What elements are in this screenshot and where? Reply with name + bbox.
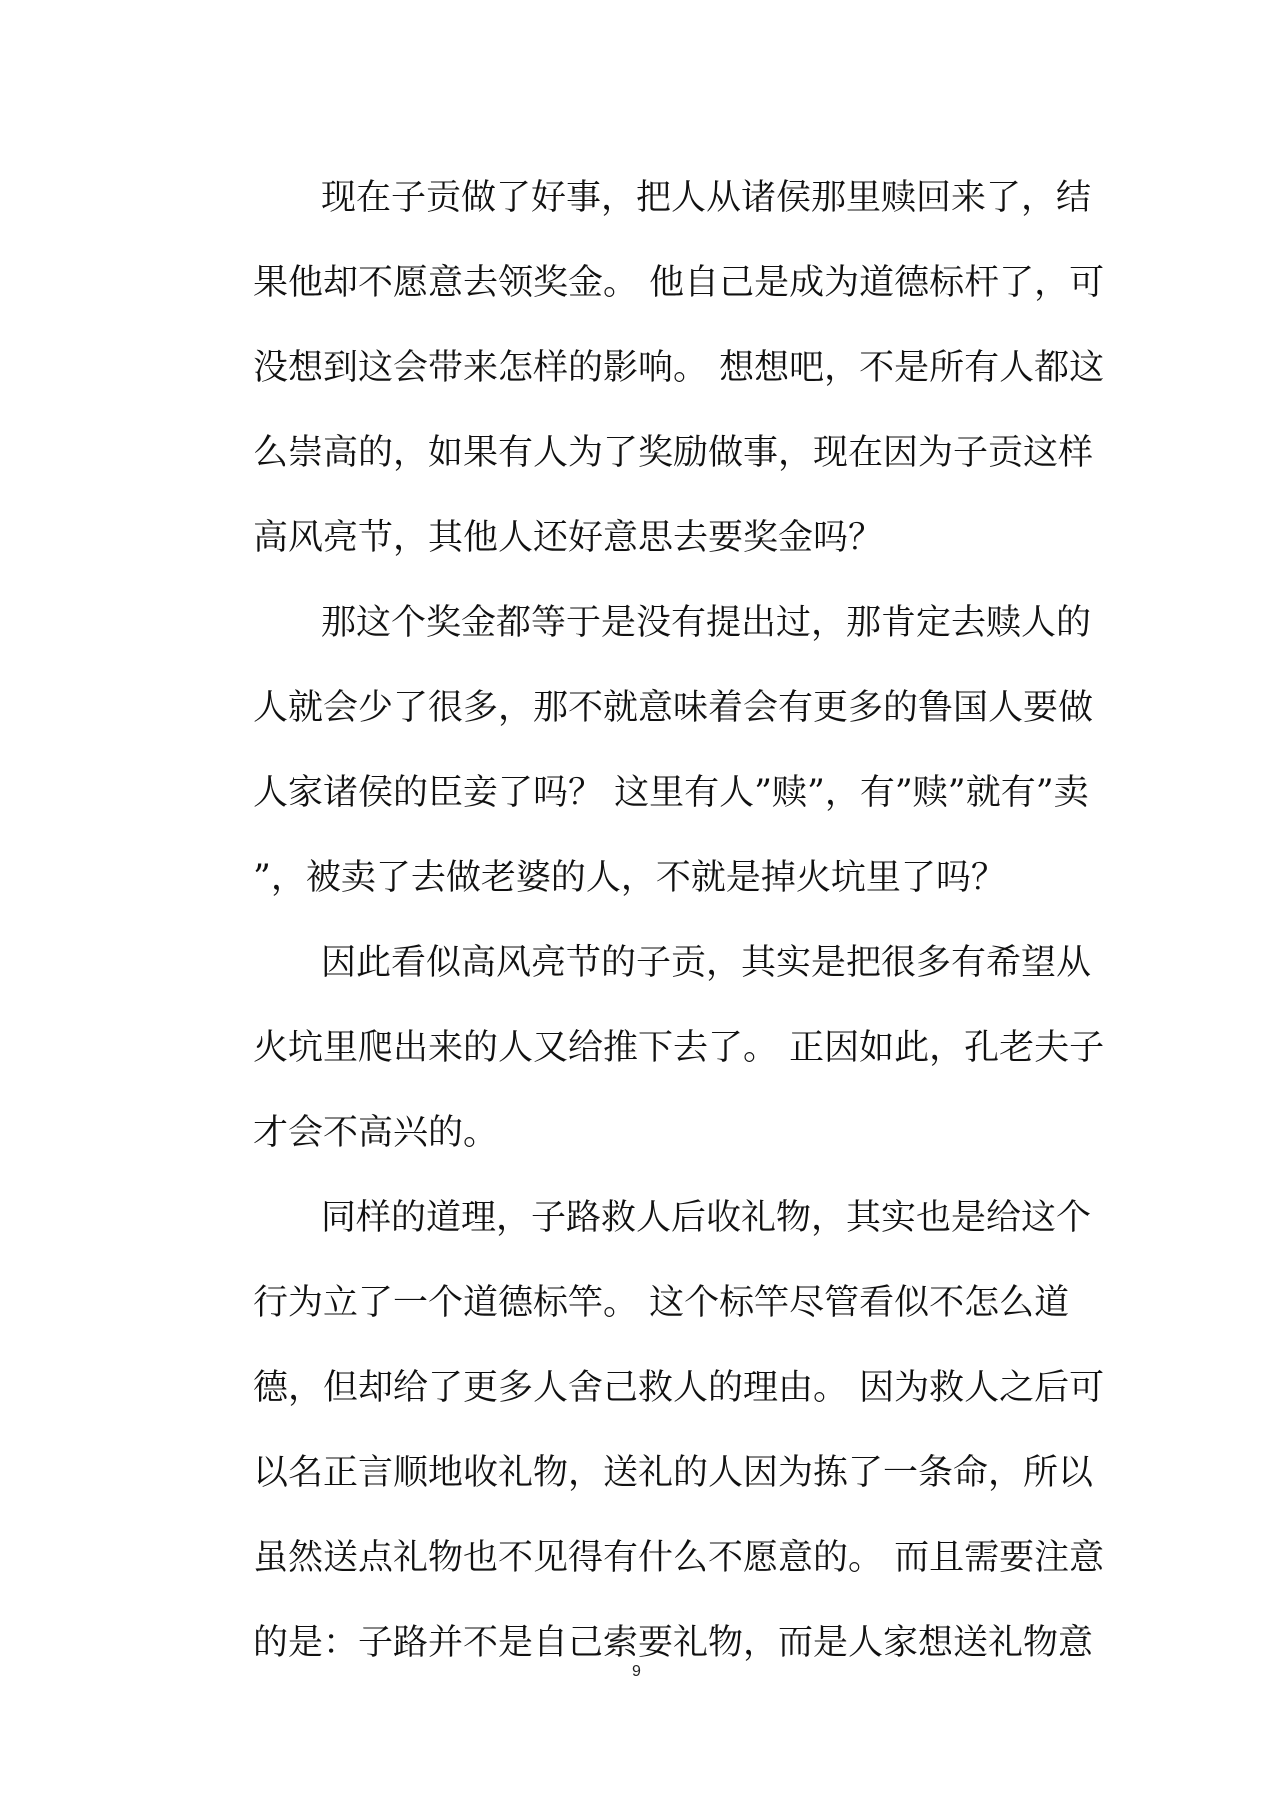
text-line: 以名正言顺地收礼物，送礼的人因为拣了一条命，所以 bbox=[253, 1453, 1094, 1493]
text-line: 行为立了一个道德标竿。 这个标竿尽管看似不怎么道 bbox=[253, 1283, 1070, 1323]
text-line: 同样的道理，子路救人后收礼物，其实也是给这个 bbox=[321, 1198, 1092, 1238]
text-line: ”，被卖了去做老婆的人，不就是掉火坑里了吗？ bbox=[253, 858, 1006, 898]
text-line: 的是：子路并不是自己索要礼物，而是人家想送礼物意 bbox=[253, 1623, 1094, 1663]
text-line: 才会不高兴的。 bbox=[253, 1113, 499, 1153]
text-line: 火坑里爬出来的人又给推下去了。 正因如此，孔老夫子 bbox=[253, 1028, 1105, 1068]
body-text bbox=[253, 163, 1105, 1693]
text-line: 么崇高的，如果有人为了奖励做事，现在因为子贡这样 bbox=[253, 433, 1094, 473]
text-line: 果他却不愿意去领奖金。 他自己是成为道德标杆了，可 bbox=[253, 263, 1105, 303]
text-line: 没想到这会带来怎样的影响。 想想吧，不是所有人都这 bbox=[253, 348, 1105, 388]
text-line: 人家诸侯的臣妾了吗？ 这里有人”赎”，有”赎”就有”卖 bbox=[253, 773, 1089, 813]
text-line: 那这个奖金都等于是没有提出过，那肯定去赎人的 bbox=[321, 603, 1092, 643]
text-line: 虽然送点礼物也不见得有什么不愿意的。 而且需要注意 bbox=[253, 1538, 1105, 1578]
text-line: 德，但却给了更多人舍己救人的理由。 因为救人之后可 bbox=[253, 1368, 1105, 1408]
text-line: 现在子贡做了好事，把人从诸侯那里赎回来了，结 bbox=[321, 178, 1092, 218]
text-line: 高风亮节，其他人还好意思去要奖金吗？ bbox=[253, 518, 884, 558]
text-line: 人就会少了很多，那不就意味着会有更多的鲁国人要做 bbox=[253, 688, 1094, 728]
page-number: 9 bbox=[632, 1663, 641, 1680]
text-line: 因此看似高风亮节的子贡，其实是把很多有希望从 bbox=[321, 943, 1092, 983]
